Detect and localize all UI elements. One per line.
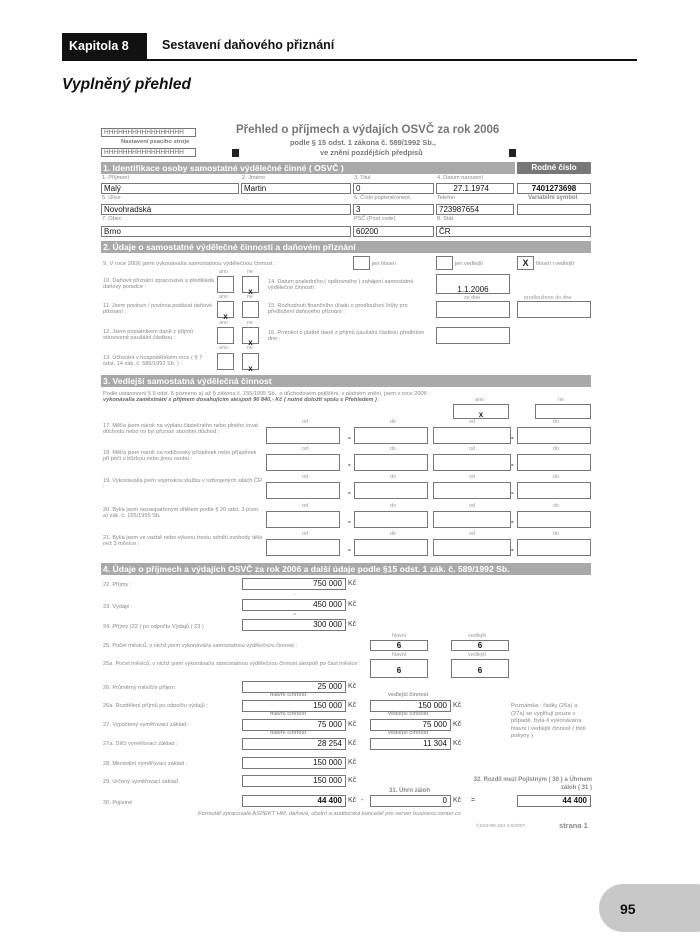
form-subtitle: ve znění pozdějších předpisů (320, 148, 423, 157)
q17-do-2-field[interactable] (517, 427, 591, 444)
od-label: od (469, 503, 475, 509)
od-label: od (302, 503, 308, 509)
l27a-label: 27a. Dílčí vyměřovací základ : (103, 741, 178, 747)
profit-field[interactable]: 300 000 (242, 619, 346, 631)
l31: 31. Úhrn záloh (389, 788, 431, 794)
l27-side-field[interactable]: 75 000 (370, 719, 451, 731)
q21-do-2-field[interactable] (517, 539, 591, 556)
ano-label: ano (219, 345, 228, 351)
od-label: od (302, 419, 308, 425)
premium-field[interactable]: 44 400 (242, 795, 346, 807)
do-label: do (390, 446, 396, 452)
label-state: 8. Stát (437, 216, 454, 222)
l26: 26. Průměrný měsíční příjem (103, 685, 175, 691)
ne-label: ne (558, 397, 564, 403)
label-titul: 3. Titul (354, 175, 371, 181)
section-4-header: 4. Údaje o příjmech a výdajích OSVČ za rok 2006 a další údaje podle §15 odst. 1 zák. č. 589/1992 Sb. (101, 563, 591, 575)
kc-unit: Kč (348, 759, 357, 766)
q16-label: 16. Protokol o platbě daně z příjmů paušální částkou předložen dne : (268, 330, 425, 343)
ne-label: ne (247, 294, 253, 300)
section-1-header: 1. Identifikace osoby samostatné výdělečné činné ( OSVČ ) (101, 162, 515, 174)
l23: 23. Výdaje : (103, 604, 133, 610)
kc-unit: Kč (348, 683, 357, 690)
l25: 25. Počet měsíců, v nichž jsem vykonával/a samostatnou výdělečnou činnost : (103, 643, 298, 649)
form-title: Přehled o příjmech a výdajích OSVČ za rok 2006 (236, 124, 500, 136)
state-field[interactable]: ČR (436, 226, 591, 237)
rc-field[interactable]: 7401273698 (517, 183, 591, 194)
od-label: od (302, 446, 308, 452)
label-cp: 6. Číslo popisné/orient. (354, 195, 412, 201)
q10-no-checkbox[interactable]: x (242, 276, 259, 293)
equals-sign: = (471, 797, 476, 804)
l27a-side-field[interactable]: 11 304 (370, 738, 451, 750)
q17-do-1-field[interactable] (354, 427, 428, 444)
l22: 22. Příjmy : (103, 582, 132, 588)
l26a-main-field[interactable]: 150 000 (242, 700, 346, 712)
q9-label: 9. V roce 2006 jsem vykonával/a samostatnou výdělečnou činnost : (103, 261, 276, 267)
q20-do-1-field[interactable] (354, 511, 428, 528)
l27a-main-field[interactable]: 28 254 (242, 738, 346, 750)
avg-income-field[interactable]: 25 000 (242, 681, 346, 693)
label-psc: PSČ (Post code) (354, 216, 396, 222)
q21-od-2-field[interactable] (433, 539, 511, 556)
ze-dne-label: ze dne (464, 295, 481, 301)
q18-do-2-field[interactable] (517, 454, 591, 471)
q15-from-field[interactable] (436, 301, 510, 318)
hlavni-label: hlavní (392, 633, 407, 639)
months-side-field[interactable]: 6 (451, 640, 509, 651)
q17-label: 17. Měl/a jsem nárok na výplatu částečného nebo plného invat. důchodu nebo mi byl přiznán starobní důchod : (103, 423, 260, 436)
do-label: do (390, 531, 396, 537)
label-surname: 1. Příjmení (102, 175, 130, 181)
kc-unit: Kč (348, 621, 357, 628)
do-label: do (553, 503, 559, 509)
q18-od-2-field[interactable] (433, 454, 511, 471)
q21-do-1-field[interactable] (354, 539, 428, 556)
range-dash: - (511, 488, 514, 497)
vedlejsi-label: vedlejší (468, 652, 487, 658)
street-field[interactable]: Novohradská (101, 204, 351, 215)
q19-od-2-field[interactable] (433, 482, 511, 499)
q19-do-1-field[interactable] (354, 482, 428, 499)
kc-unit: Kč (348, 601, 357, 608)
od-label: od (469, 531, 475, 537)
q11-no-checkbox[interactable] (242, 301, 259, 318)
titul-field[interactable]: 0 (353, 183, 434, 194)
q13-label: 13. Účtování v hospodářském roce ( § 7 odst. 14 zák. č. 586/1992 Sb. ) : (103, 355, 203, 368)
s3-no-checkbox[interactable] (535, 404, 591, 419)
q19-label: 19. Vykonával/a jsem vojenskou službu v ozbrojených silách ČR : (103, 478, 262, 491)
minus-sign: - (361, 797, 364, 804)
label-birth: 4. Datum narození (437, 175, 484, 181)
set-base-field[interactable]: 150 000 (242, 775, 346, 787)
q11-yes-checkbox[interactable]: x (217, 301, 234, 318)
kc-unit: Kč (348, 721, 357, 728)
cp-field[interactable]: 3 (353, 204, 434, 215)
od-label: od (469, 474, 475, 480)
difference-field[interactable]: 44 400 (517, 795, 591, 807)
q21-label: 21. Byl/a jsem ve vazbě nebo výkonu trestu odnětí svobody déle než 3 měsíce : (103, 535, 263, 548)
kc-unit: Kč (348, 740, 357, 747)
phone-field[interactable]: 723987654 (436, 204, 514, 215)
q19-od-1-field[interactable] (266, 482, 340, 499)
do-label: do (390, 503, 396, 509)
note-text: Poznámka : řádky (26a) a (27a) se vyplňují pouze v případě, byla-li vykonávána hlavní i vedlejší činnost ( třetí pokyny ) (511, 703, 586, 740)
kc-unit: Kč (453, 702, 462, 709)
kc-unit: Kč (453, 721, 462, 728)
ano-label: ano (219, 294, 228, 300)
form-subtitle: podle § 15 odst. 1 zákona č. 589/1992 Sb., (290, 138, 436, 147)
q17-od-2-field[interactable] (433, 427, 511, 444)
s3-yes-checkbox[interactable]: x (453, 404, 509, 419)
label-name: 2. Jméno (242, 175, 266, 181)
equals-sign: = (293, 612, 297, 618)
income-field[interactable]: 750 000 (242, 578, 346, 590)
ano-label: ano (475, 397, 484, 403)
q15-label: 15. Rozhodnutí finančního úřadu o prodloužení lhůty pro předložení daňového přiznání : (268, 303, 408, 316)
registration-mark (509, 149, 516, 157)
strana: strana 1 (559, 821, 588, 830)
od-label: od (469, 419, 475, 425)
kc-unit: Kč (348, 797, 357, 804)
range-dash: - (511, 460, 514, 469)
name-field[interactable]: Martin (241, 183, 351, 194)
printer-hash-bottom: HHHHHHHHHHHHHHHHH (101, 148, 196, 157)
l30: 30. Pojistné (103, 800, 133, 806)
q9-side-label: jen vedlejší (455, 261, 483, 267)
section-3-header: 3. Vedlejší samostatná výdělečná činnost (101, 375, 591, 387)
kc-unit: Kč (453, 797, 462, 804)
hlavni-label: hlavní (392, 652, 407, 658)
months-main-field[interactable]: 6 (370, 640, 428, 651)
q20-do-2-field[interactable] (517, 511, 591, 528)
section-title: Vyplněný přehled (62, 76, 191, 93)
od-label: od (302, 474, 308, 480)
q10-yes-checkbox[interactable] (217, 276, 234, 293)
q9-both-label: hlavní i vedlejší (536, 261, 575, 267)
s3-intro: Podle ustanovení § 9 odst. 6 písmeno a) až f) zákona č. 155/1995 Sb., o důchodovém pojištění, v platném znění, jsem v roce 2006 : vykonával/a zaměstnání s příjmem dosahujícím alespoň 90 840,- Kč ( nutné doložit spolu s Přehledem ) : (103, 391, 430, 404)
q14-date-field[interactable]: 1.1.2006 (436, 274, 510, 294)
q18-do-1-field[interactable] (354, 454, 428, 471)
min-base-field[interactable]: 150 000 (242, 757, 346, 769)
chapter-badge: Kapitola 8 (62, 33, 147, 59)
range-dash: - (348, 545, 351, 554)
page-number-tab (599, 884, 700, 932)
do-label: do (553, 419, 559, 425)
l24: 24. Příjmy (22 ) po odpočtu Výdajů ( 23 ) (103, 624, 204, 630)
kc-unit: Kč (348, 777, 357, 784)
rc-header: Rodné číslo (517, 162, 591, 174)
range-dash: - (511, 517, 514, 526)
q18-label: 18. Měl/a jsem nárok na rodičovský příspěvek nebo příspěvek při péči o blízkou nebo jinou osobu : (103, 450, 257, 463)
range-dash: - (511, 433, 514, 442)
label-phone: Telefon (437, 195, 456, 201)
q12-yes-checkbox[interactable] (217, 327, 234, 344)
hc-label: hlavní činnost (270, 711, 307, 717)
form-footer: Formulář zpracovala ASPEKT HM, daňová, účetní a auditorská kancelář pro server business.center.cz (198, 811, 461, 817)
kc-unit: Kč (453, 740, 462, 747)
l26a-label: 26a. Rozdělení příjmů po odpočtu výdajů : (103, 703, 208, 709)
ne-label: ne (247, 345, 253, 351)
range-dash: - (348, 517, 351, 526)
od-label: od (469, 446, 475, 452)
expenses-field[interactable]: 450 000 (242, 599, 346, 611)
range-dash: - (348, 460, 351, 469)
do-label: do (390, 419, 396, 425)
q9-main-checkbox[interactable] (353, 256, 370, 270)
do-label: do (553, 531, 559, 537)
q13-yes-checkbox[interactable] (217, 353, 234, 370)
l27-main-field[interactable]: 75 000 (242, 719, 346, 731)
months-part-side-field[interactable]: 6 (451, 659, 509, 678)
l27-label: 27. Vypočtený vyměřovací základ : (103, 722, 190, 728)
psc-field[interactable]: 60200 (353, 226, 434, 237)
l26a-side-field[interactable]: 150 000 (370, 700, 451, 712)
q16-date-field[interactable] (436, 327, 510, 344)
chapter-rule (62, 59, 637, 61)
surname-field[interactable]: Malý (101, 183, 239, 194)
q14-label: 14. Datum posledního ( opětovného ) zahájení samostatné výdělečné činnosti : (268, 279, 414, 292)
vc-label: vedlejší činnost (388, 692, 429, 698)
range-dash: - (511, 545, 514, 554)
months-part-main-field[interactable]: 6 (370, 659, 428, 678)
l25a: 25a. Počet měsíců, v nichž jsem vykonával/a samostatnou výdělečnou činnost alespoň po část měsíce : (103, 661, 361, 667)
hc-label: hlavní činnost (270, 730, 307, 736)
kc-unit: Kč (348, 580, 357, 587)
q9-side-checkbox[interactable] (436, 256, 453, 270)
registration-mark (232, 149, 239, 157)
q20-od-2-field[interactable] (433, 511, 511, 528)
kc-unit: Kč (348, 702, 357, 709)
ne-label: ne (247, 320, 253, 326)
l32: 32. Rozdíl mezi Pojistným ( 30 ) a Úhrnem záloh ( 31 ) (473, 777, 592, 791)
prod-do-label: prodlouženo do dne (524, 295, 572, 301)
ne-label: ne (247, 269, 253, 275)
label-street: 5. Ulice (102, 195, 121, 201)
advances-field[interactable]: 0 (370, 795, 451, 807)
hc-label: hlavní činnost (270, 692, 307, 698)
l29: 29. Určený vyměřovací základ (103, 779, 178, 785)
q9-both-checkbox[interactable]: X (517, 256, 534, 270)
q15-to-field[interactable] (517, 301, 591, 318)
q18-od-1-field[interactable] (266, 454, 340, 471)
vs-label: Variabilní symbol (528, 195, 578, 201)
od-label: od (302, 531, 308, 537)
q9-main-label: jen hlavní (372, 261, 396, 267)
label-city: 7. Obec (102, 216, 122, 222)
range-dash: - (348, 488, 351, 497)
vc-label: vedlejší činnost (388, 730, 429, 736)
q17-od-1-field[interactable] (266, 427, 340, 444)
q13-no-checkbox[interactable]: x (242, 353, 259, 370)
q20-label: 20. Byl/a jsem nezaopatřeným dítětem podle § 20 odst. 3 písm. a) zák. č. 155/1995 Sb. (103, 507, 260, 520)
printer-hash-top: HHHHHHHHHHHHHHHHH (101, 128, 196, 137)
city-field[interactable]: Brno (101, 226, 351, 237)
chapter-title: Sestavení daňového přiznání (162, 38, 335, 52)
birth-field[interactable]: 27.1.1974 (436, 183, 514, 194)
vc-label: vedlejší činnost (388, 711, 429, 717)
q20-od-1-field[interactable] (266, 511, 340, 528)
vs-field[interactable] (517, 204, 591, 215)
section-2-header: 2. Údaje o samostatné výdělečné činnosti a daňovém přiznání (101, 241, 591, 253)
l28: 28. Minimální vyměřovací základ : (103, 761, 188, 767)
range-dash: - (348, 433, 351, 442)
form-code: ČSSZ-89 324 4 6/2007 (476, 824, 526, 829)
q11-label: 11. Jsem povinen / povinna podávat daňové přiznání : (103, 303, 213, 316)
printer-label: Nastavení psacího stroje (121, 139, 190, 145)
q12-no-checkbox[interactable]: x (242, 327, 259, 344)
vedlejsi-label: vedlejší (468, 633, 487, 639)
do-label: do (390, 474, 396, 480)
q19-do-2-field[interactable] (517, 482, 591, 499)
q21-od-1-field[interactable] (266, 539, 340, 556)
minus-sign: - (294, 592, 296, 598)
ano-label: ano (219, 269, 228, 275)
ano-label: ano (219, 320, 228, 326)
do-label: do (553, 446, 559, 452)
q12-label: 12. Jsem poplatníkem daně z příjmů stanovené paušální částkou : (103, 329, 194, 342)
q10-label: 10. Daňové přiznání zpracovává a předkládá daňový poradce : (103, 278, 215, 291)
page-number: 95 (620, 901, 636, 917)
do-label: do (553, 474, 559, 480)
